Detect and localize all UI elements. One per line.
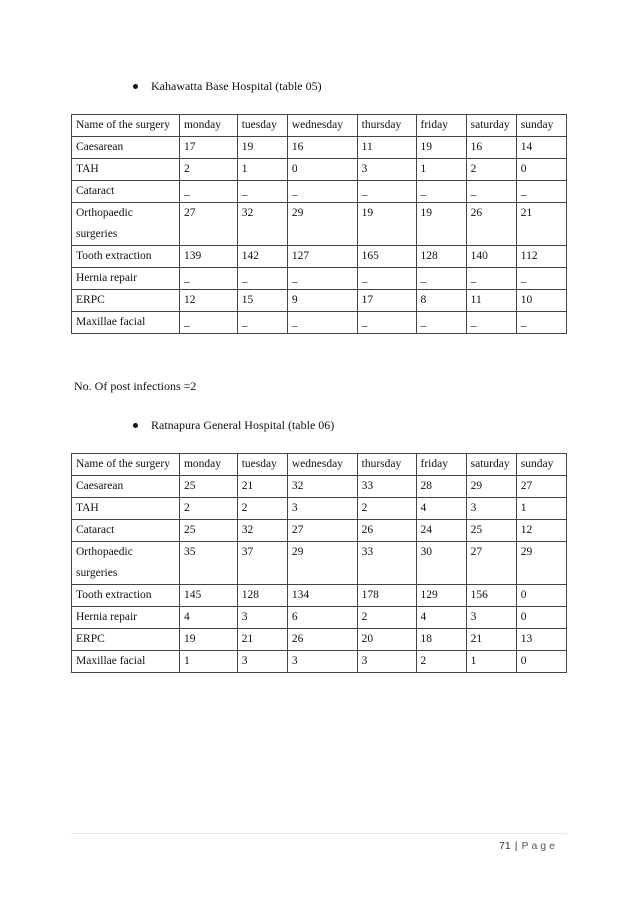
count-cell: _ — [416, 312, 466, 334]
count-cell: 15 — [237, 290, 287, 312]
count-cell: _ — [416, 268, 466, 290]
count-cell: 2 — [179, 498, 237, 520]
count-cell: 26 — [466, 203, 516, 246]
surgery-name-cell: Tooth extraction — [72, 585, 180, 607]
count-cell: 0 — [516, 651, 566, 673]
count-cell: 3 — [287, 498, 357, 520]
count-cell: 134 — [287, 585, 357, 607]
column-header: Name of the surgery — [72, 115, 180, 137]
count-cell: 32 — [287, 476, 357, 498]
count-cell: _ — [287, 312, 357, 334]
surgery-name-cell: Orthopaedic surgeries — [72, 542, 180, 585]
table-row — [72, 629, 567, 651]
count-cell: 1 — [516, 498, 566, 520]
table-row — [72, 268, 567, 290]
count-cell: 27 — [287, 520, 357, 542]
count-cell: 24 — [416, 520, 466, 542]
count-cell: 33 — [357, 476, 416, 498]
table-row — [72, 137, 567, 159]
surgery-name-cell: ERPC — [72, 290, 180, 312]
count-cell: 2 — [237, 498, 287, 520]
count-cell: 4 — [179, 607, 237, 629]
count-cell: 4 — [416, 498, 466, 520]
count-cell: 3 — [357, 159, 416, 181]
count-cell: 18 — [416, 629, 466, 651]
count-cell: _ — [287, 181, 357, 203]
column-header: saturday — [466, 454, 516, 476]
count-cell: 156 — [466, 585, 516, 607]
count-cell: 1 — [416, 159, 466, 181]
count-cell: 9 — [287, 290, 357, 312]
surgery-name-cell: TAH — [72, 498, 180, 520]
count-cell: _ — [237, 181, 287, 203]
count-cell: _ — [179, 312, 237, 334]
column-header: monday — [179, 454, 237, 476]
count-cell: 139 — [179, 246, 237, 268]
surgery-name-cell: Maxillae facial — [72, 312, 180, 334]
count-cell: 3 — [237, 607, 287, 629]
count-cell: 0 — [516, 585, 566, 607]
count-cell: _ — [516, 312, 566, 334]
count-cell: 6 — [287, 607, 357, 629]
count-cell: _ — [416, 181, 466, 203]
count-cell: 25 — [179, 520, 237, 542]
count-cell: 29 — [466, 476, 516, 498]
table06-heading — [133, 418, 334, 433]
count-cell: 19 — [179, 629, 237, 651]
table05-heading — [133, 79, 322, 94]
table-header-row — [72, 454, 567, 476]
surgery-name-cell: Cataract — [72, 181, 180, 203]
count-cell: 1 — [466, 651, 516, 673]
table-row — [72, 542, 567, 585]
count-cell: 21 — [237, 476, 287, 498]
column-header: wednesday — [287, 115, 357, 137]
count-cell: 37 — [237, 542, 287, 585]
surgery-name-cell: Tooth extraction — [72, 246, 180, 268]
count-cell: 2 — [416, 651, 466, 673]
table-row — [72, 651, 567, 673]
count-cell: _ — [357, 268, 416, 290]
count-cell: 10 — [516, 290, 566, 312]
column-header: thursday — [357, 454, 416, 476]
count-cell: 27 — [466, 542, 516, 585]
count-cell: 29 — [287, 203, 357, 246]
count-cell: 128 — [416, 246, 466, 268]
table05-heading-text: Kahawatta Base Hospital (table 05) — [151, 79, 322, 93]
count-cell: 1 — [179, 651, 237, 673]
column-header: friday — [416, 115, 466, 137]
count-cell: 29 — [516, 542, 566, 585]
count-cell: 3 — [466, 498, 516, 520]
table06-heading-text: Ratnapura General Hospital (table 06) — [151, 418, 335, 432]
table-row — [72, 498, 567, 520]
count-cell: _ — [357, 312, 416, 334]
table-05 — [71, 114, 567, 334]
count-cell: 1 — [237, 159, 287, 181]
count-cell: 0 — [287, 159, 357, 181]
count-cell: 0 — [516, 607, 566, 629]
table-row — [72, 181, 567, 203]
count-cell: 129 — [416, 585, 466, 607]
table-row — [72, 312, 567, 334]
table-row — [72, 585, 567, 607]
count-cell: 112 — [516, 246, 566, 268]
count-cell: 178 — [357, 585, 416, 607]
count-cell: 3 — [237, 651, 287, 673]
count-cell: 2 — [357, 498, 416, 520]
table-06-body — [72, 454, 567, 673]
page-label: Page — [521, 840, 558, 852]
count-cell: _ — [466, 268, 516, 290]
surgery-name-cell: ERPC — [72, 629, 180, 651]
count-cell: 21 — [466, 629, 516, 651]
count-cell: 13 — [516, 629, 566, 651]
count-cell: 27 — [179, 203, 237, 246]
count-cell: 142 — [237, 246, 287, 268]
count-cell: _ — [516, 181, 566, 203]
count-cell: 8 — [416, 290, 466, 312]
column-header: monday — [179, 115, 237, 137]
surgery-name-cell: Maxillae facial — [72, 651, 180, 673]
column-header: wednesday — [287, 454, 357, 476]
count-cell: 128 — [237, 585, 287, 607]
count-cell: 11 — [357, 137, 416, 159]
count-cell: 33 — [357, 542, 416, 585]
surgery-name-cell: TAH — [72, 159, 180, 181]
count-cell: 14 — [516, 137, 566, 159]
table-05-body — [72, 115, 567, 334]
count-cell: 12 — [516, 520, 566, 542]
footer-separator: | — [514, 840, 518, 852]
count-cell: 19 — [237, 137, 287, 159]
count-cell: 30 — [416, 542, 466, 585]
column-header: saturday — [466, 115, 516, 137]
footer-divider — [71, 833, 567, 834]
count-cell: 29 — [287, 542, 357, 585]
page-number: 71 — [499, 840, 511, 852]
count-cell: 21 — [237, 629, 287, 651]
count-cell: 140 — [466, 246, 516, 268]
count-cell: 3 — [466, 607, 516, 629]
count-cell: 2 — [179, 159, 237, 181]
surgery-name-cell: Cataract — [72, 520, 180, 542]
column-header: tuesday — [237, 115, 287, 137]
table-row — [72, 607, 567, 629]
count-cell: _ — [237, 268, 287, 290]
bullet-icon — [133, 84, 138, 89]
table-header-row — [72, 115, 567, 137]
count-cell: 4 — [416, 607, 466, 629]
table-row — [72, 203, 567, 246]
count-cell: 17 — [179, 137, 237, 159]
count-cell: 165 — [357, 246, 416, 268]
table-row — [72, 159, 567, 181]
count-cell: 19 — [416, 137, 466, 159]
count-cell: 20 — [357, 629, 416, 651]
count-cell: _ — [516, 268, 566, 290]
page-footer — [499, 840, 558, 852]
surgery-name-cell: Caesarean — [72, 137, 180, 159]
count-cell: 19 — [357, 203, 416, 246]
table-06 — [71, 453, 567, 673]
count-cell: 3 — [287, 651, 357, 673]
table-row — [72, 520, 567, 542]
column-header: Name of the surgery — [72, 454, 180, 476]
table-row — [72, 290, 567, 312]
count-cell: _ — [237, 312, 287, 334]
count-cell: 25 — [179, 476, 237, 498]
surgery-name-cell: Caesarean — [72, 476, 180, 498]
count-cell: _ — [179, 268, 237, 290]
count-cell: 127 — [287, 246, 357, 268]
bullet-icon — [133, 423, 138, 428]
count-cell: 17 — [357, 290, 416, 312]
column-header: thursday — [357, 115, 416, 137]
count-cell: 28 — [416, 476, 466, 498]
column-header: friday — [416, 454, 466, 476]
count-cell: 16 — [287, 137, 357, 159]
count-cell: _ — [466, 312, 516, 334]
count-cell: 25 — [466, 520, 516, 542]
count-cell: 2 — [466, 159, 516, 181]
column-header: sunday — [516, 115, 566, 137]
count-cell: 16 — [466, 137, 516, 159]
count-cell: 27 — [516, 476, 566, 498]
count-cell: 32 — [237, 203, 287, 246]
count-cell: _ — [179, 181, 237, 203]
count-cell: _ — [357, 181, 416, 203]
column-header: tuesday — [237, 454, 287, 476]
count-cell: 21 — [516, 203, 566, 246]
count-cell: 12 — [179, 290, 237, 312]
count-cell: 26 — [287, 629, 357, 651]
count-cell: 32 — [237, 520, 287, 542]
count-cell: 3 — [357, 651, 416, 673]
surgery-name-cell: Hernia repair — [72, 268, 180, 290]
count-cell: 26 — [357, 520, 416, 542]
post-infections-note: No. Of post infections =2 — [74, 379, 197, 393]
column-header: sunday — [516, 454, 566, 476]
count-cell: 11 — [466, 290, 516, 312]
count-cell: 2 — [357, 607, 416, 629]
table-row — [72, 476, 567, 498]
count-cell: 35 — [179, 542, 237, 585]
count-cell: _ — [466, 181, 516, 203]
surgery-name-cell: Hernia repair — [72, 607, 180, 629]
table-row — [72, 246, 567, 268]
count-cell: _ — [287, 268, 357, 290]
surgery-name-cell: Orthopaedic surgeries — [72, 203, 180, 246]
count-cell: 145 — [179, 585, 237, 607]
count-cell: 19 — [416, 203, 466, 246]
count-cell: 0 — [516, 159, 566, 181]
